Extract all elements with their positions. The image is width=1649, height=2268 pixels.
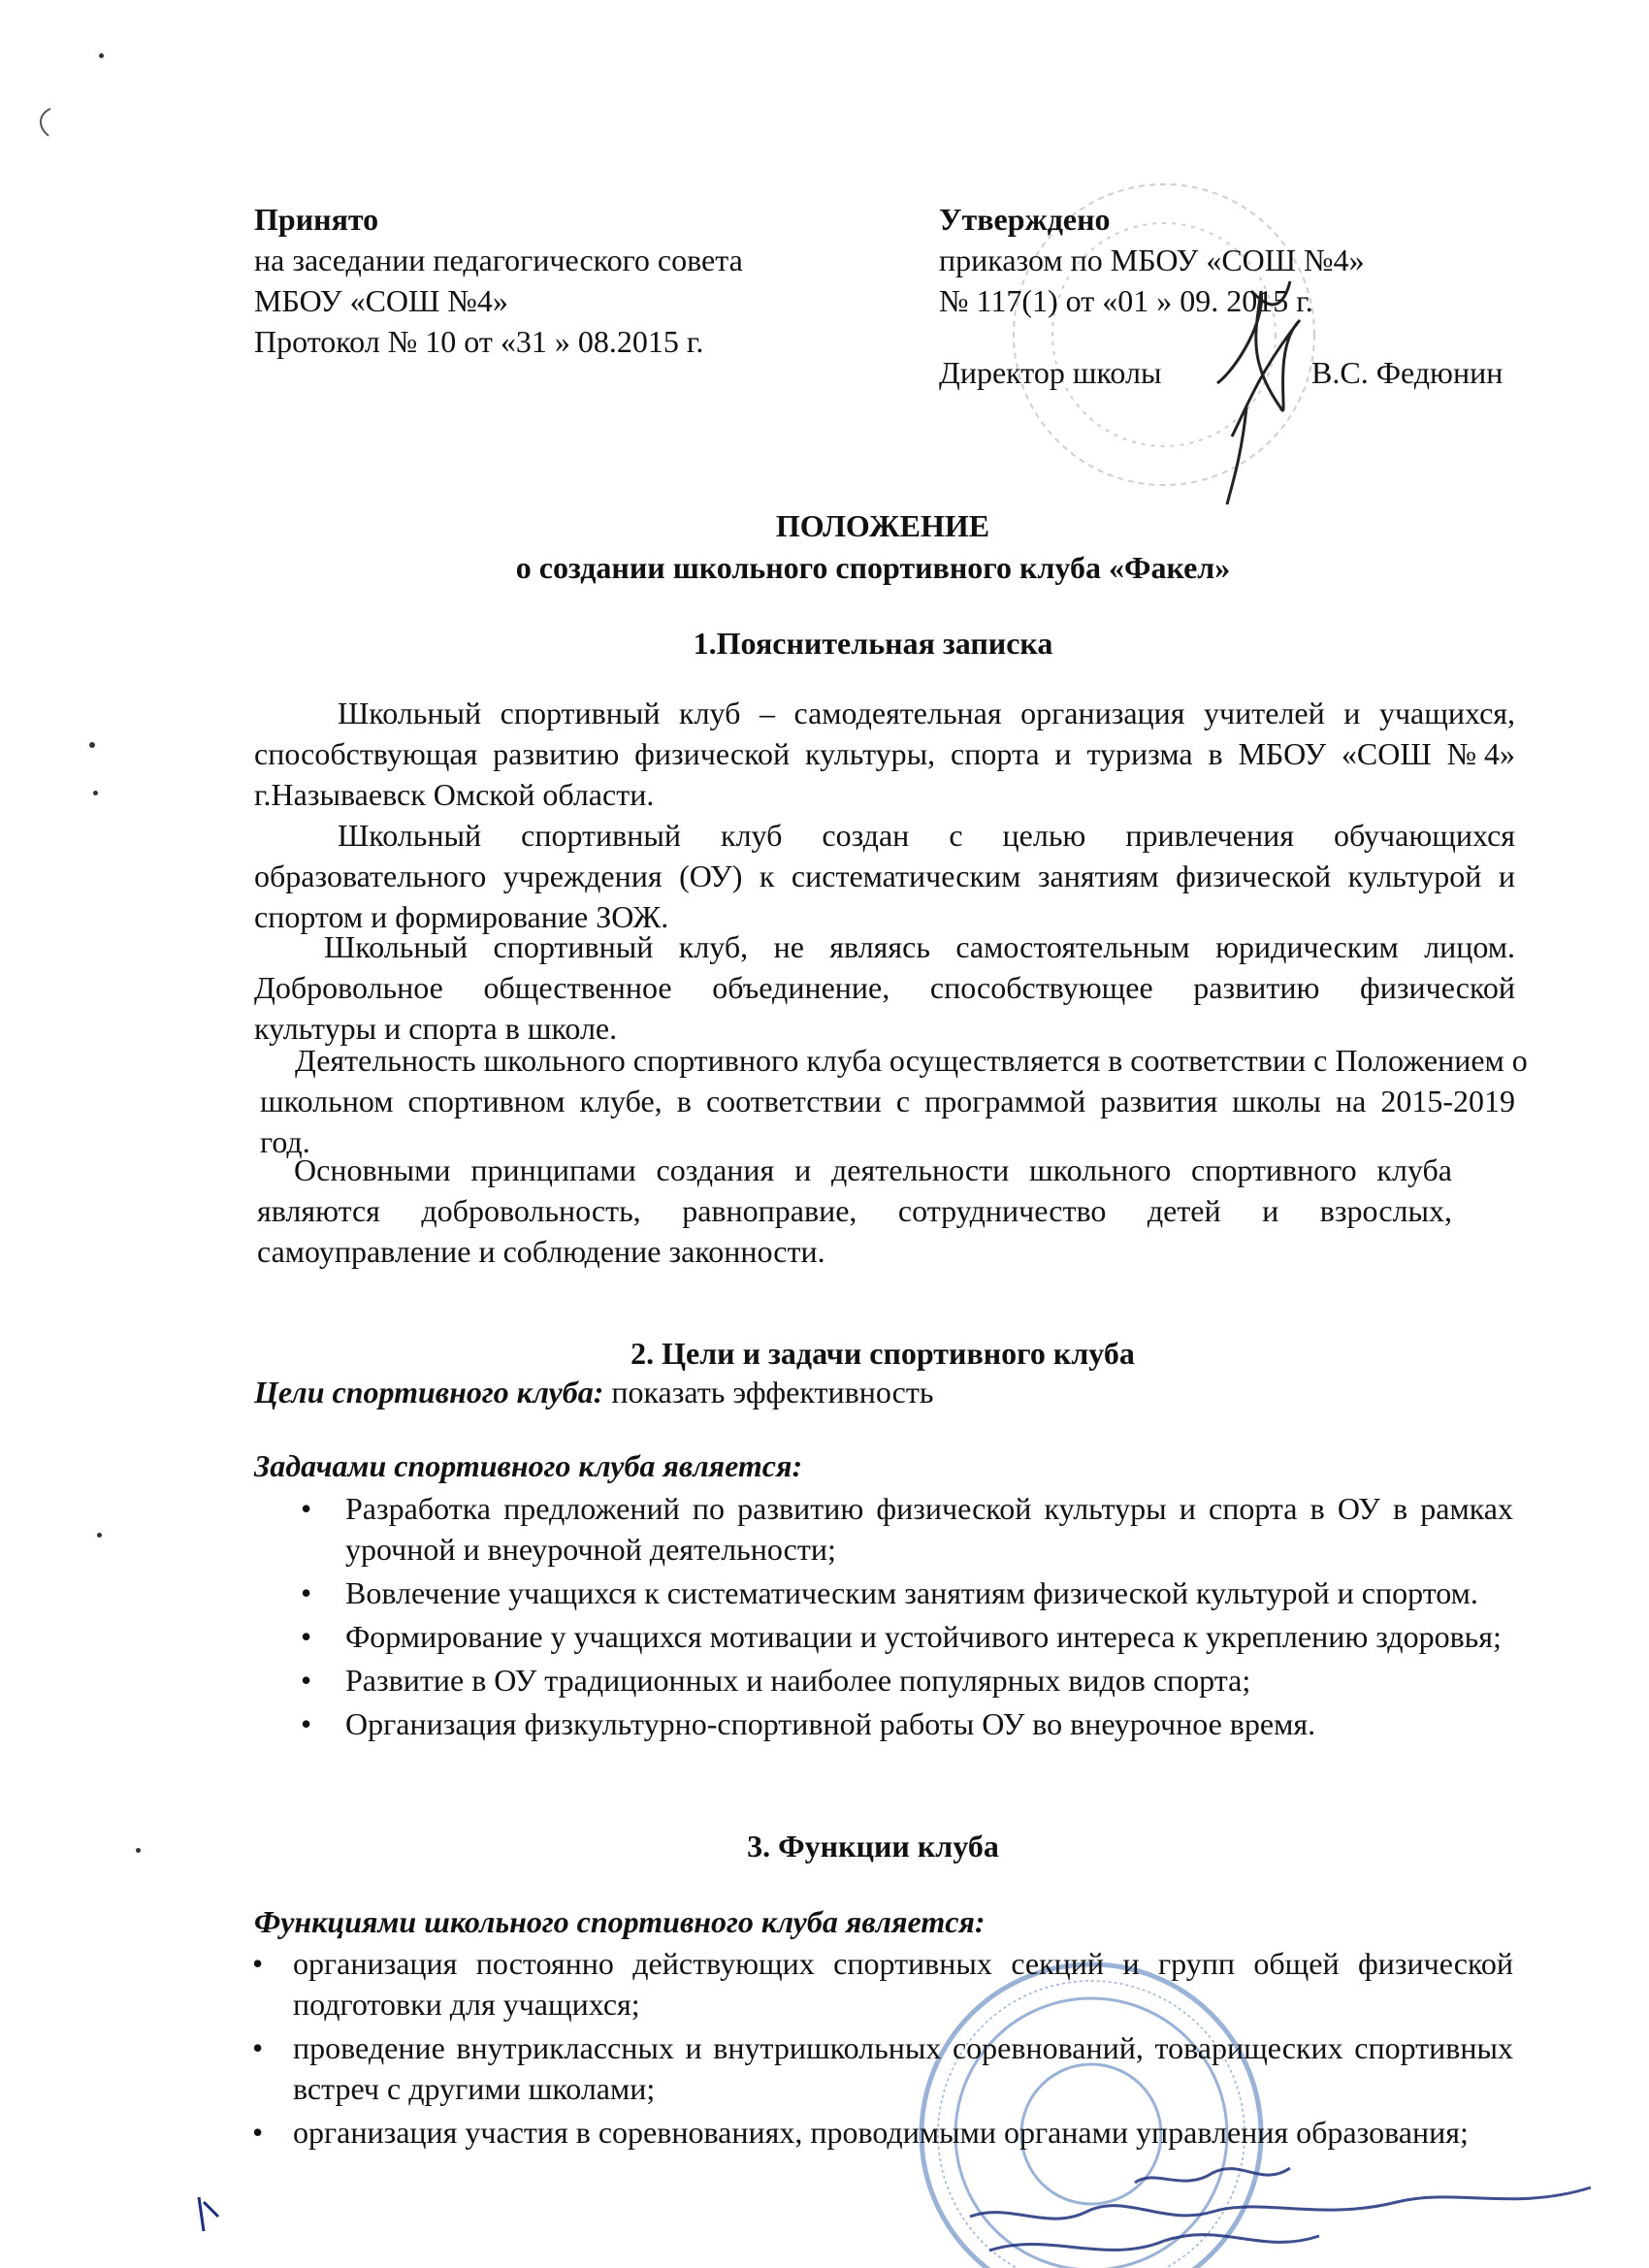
margin-mark (199, 2197, 218, 2231)
paragraph-line: спортом и формирование ЗОЖ. (254, 899, 669, 934)
corner-mark (41, 109, 50, 136)
scan-speck (99, 53, 104, 58)
right-header (939, 199, 1365, 321)
paragraph (254, 926, 1515, 1049)
scan-speck (97, 1533, 102, 1538)
paragraph (254, 693, 1515, 815)
tasks-list (252, 1488, 1513, 1747)
paragraph (257, 1150, 1452, 1272)
section-heading: 2. Цели и задачи спортивного клуба (630, 1336, 1135, 1371)
functions-label: Функциями школьного спортивного клуба является: (254, 1904, 986, 1939)
copy-signature (1135, 2168, 1290, 2183)
right-header-line: приказом по МБОУ «СОШ №4» (939, 243, 1365, 277)
list-item: • организация участия в соревнованиях, проводимыми органами управления образования; (252, 2112, 1513, 2153)
paragraph-line: культуры и спорта в школе. (254, 1011, 618, 1046)
goals-text: показать эффективность (603, 1375, 934, 1409)
left-header-line: на заседании педагогического совета (254, 243, 743, 277)
goals-label: Цели спортивного клуба: (254, 1375, 604, 1409)
list-item: • организация постоянно действующих спортивных секций и групп общей физической подготовки для учащихся; (252, 1943, 1513, 2025)
functions-list (252, 1943, 1513, 2155)
paragraph-line: Школьный спортивный клуб, не являясь самостоятельным юридическим лицом. (324, 929, 1515, 964)
paragraph-line: самоуправление и соблюдение законности. (257, 1234, 825, 1269)
paragraph-line: Добровольное общественное объединение, способствующее развитию физической (254, 970, 1515, 1005)
list-item: • Развитие в ОУ традиционных и наиболее популярных видов спорта; (252, 1660, 1513, 1701)
director-name: В.С. Федюнин (1311, 355, 1504, 390)
tasks-label: Задачами спортивного клуба является: (254, 1448, 803, 1483)
paragraph-line: способствующая развитию физической культуры, спорта и туризма в МБОУ «СОШ №4» (254, 736, 1515, 771)
scan-speck (93, 791, 98, 795)
left-header (254, 199, 743, 362)
document-subtitle: о создании школьного спортивного клуба «Факел» (515, 550, 1231, 585)
paragraph-line: образовательного учреждения (ОУ) к систематическим занятиям физической культурой и (254, 859, 1515, 893)
right-header-line: № 117(1) от «01 » 09. 2015 г. (939, 283, 1313, 318)
paragraph-line: Основными принципами создания и деятельности школьного спортивного клуба (294, 1152, 1452, 1187)
list-item: • Формирование у учащихся мотивации и устойчивого интереса к укреплению здоровья; (252, 1616, 1513, 1657)
list-item: • Разработка предложений по развитию физической культуры и спорта в ОУ в рамках урочной и внеурочной деятельности; (252, 1488, 1513, 1570)
paragraph (254, 815, 1515, 937)
paragraph-line: г.Называевск Омской области. (254, 777, 655, 812)
paragraph-line: Деятельность школьного спортивного клуба осуществляется в соответствии с Положением о (295, 1043, 1528, 1078)
section-heading: 3. Функции клуба (747, 1829, 999, 1863)
paragraph-line: Школьный спортивный клуб – самодеятельная организация учителей и учащихся, (338, 696, 1515, 730)
right-header-title: Утверждено (939, 202, 1111, 237)
paragraph-line: год. (260, 1124, 310, 1159)
paragraph-line: являются добровольность, равноправие, сотрудничество детей и взрослых, (257, 1193, 1452, 1228)
goals-line (254, 1372, 933, 1412)
scan-speck (89, 742, 95, 748)
paragraph-line: Школьный спортивный клуб создан с целью привлечения обучающихся (338, 818, 1515, 853)
paragraph-line: школьном спортивном клубе, в соответствии с программой развития школы на 2015-2019 (260, 1084, 1515, 1118)
director-label: Директор школы (939, 355, 1162, 390)
left-header-line: МБОУ «СОШ №4» (254, 283, 508, 318)
list-item: • Вовлечение учащихся к систематическим занятиям физической культурой и спортом. (252, 1572, 1513, 1613)
section-heading: 1.Пояснительная записка (693, 626, 1053, 661)
left-header-line: Протокол № 10 от «31 » 08.2015 г. (254, 324, 704, 359)
list-item: • проведение внутриклассных и внутришкольных соревнований, товарищеских спортивных встреч с другими школами; (252, 2027, 1513, 2109)
list-item: • Организация физкультурно-спортивной работы ОУ во внеурочное время. (252, 1703, 1513, 1744)
document-title: ПОЛОЖЕНИЕ (775, 508, 990, 543)
left-header-title: Принято (254, 202, 379, 237)
paragraph (260, 1040, 1528, 1162)
